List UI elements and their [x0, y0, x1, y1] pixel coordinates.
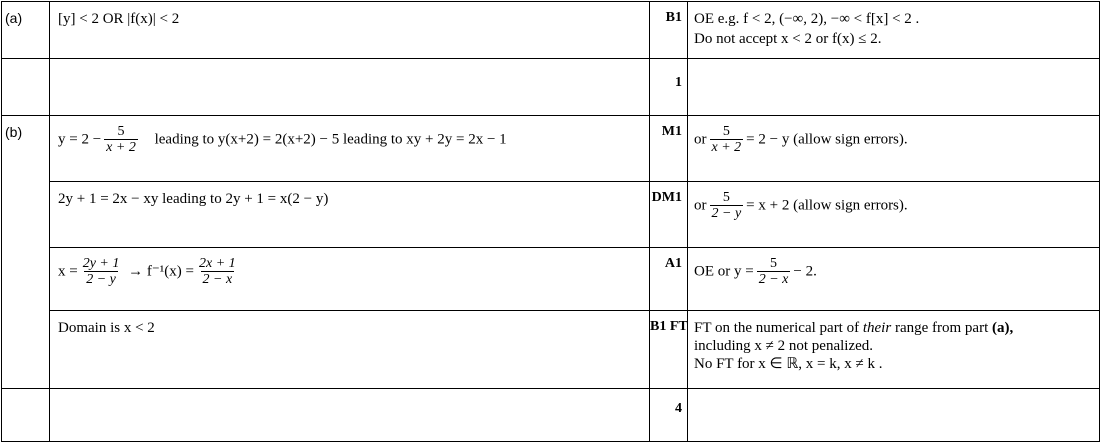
table-row	[2, 116, 1100, 182]
fraction: $\frac{2y + 1}{2 - y}$	[82, 256, 120, 288]
step-text: Domain is x < 2	[58, 320, 155, 336]
answer-text: [y] < 2 OR |f(x)| < 2	[58, 11, 180, 27]
guidance-line: FT on the numerical part of their range from part (a),	[694, 320, 1014, 336]
guidance-cell: OE or y = $\frac{5}{2 - x}$ − 2.	[688, 248, 1100, 311]
fraction: $\frac{2x + 1}{2 - x}$	[199, 256, 236, 288]
answer-cell	[50, 2, 650, 59]
part-label: (b)	[2, 116, 50, 389]
fraction: $\frac{5}{2 - y}$	[711, 190, 742, 222]
working-cell	[50, 311, 650, 389]
guidance-line: Do not accept x < 2 or f(x) ≤ 2.	[694, 31, 882, 47]
step-text: 2y + 1 = 2x − xy leading to 2y + 1 = x(2 − y)	[58, 191, 329, 207]
table-row	[2, 389, 1100, 442]
table-row	[2, 2, 1100, 59]
working-cell	[50, 182, 650, 248]
table-row	[2, 311, 1100, 389]
step-text: leading to y(x+2) = 2(x+2) − 5 leading to xy + 2y = 2x − 1	[154, 131, 507, 148]
working-cell	[50, 116, 650, 182]
table-row	[2, 59, 1100, 116]
guidance-line: OE e.g. f < 2, (−∞, 2), −∞ < f[x] < 2 .	[694, 11, 920, 27]
table-row	[2, 182, 1100, 248]
mark-cell: B1	[650, 2, 688, 59]
fraction: $\frac{5}{2 - x}$	[758, 256, 789, 288]
mark-cell: DM1	[650, 182, 688, 248]
guidance-cell	[688, 2, 1100, 59]
mark-cell: B1 FT	[650, 311, 688, 389]
fraction: $\frac{5}{x + 2}$	[711, 124, 742, 156]
step-prefix: y = 2 −	[58, 131, 102, 148]
table-row	[2, 248, 1100, 311]
mark-scheme-table	[1, 1, 1100, 442]
working-cell: x = $\frac{2y + 1}{2 - y}$ → f⁻¹(x) = $\frac{2x + 1}{2 - x}$	[50, 248, 650, 311]
part-label: (a)	[2, 2, 50, 59]
guidance-line: including x ≠ 2 not penalized.	[694, 338, 874, 354]
guidance-cell	[688, 311, 1100, 389]
mark-cell: M1	[650, 116, 688, 182]
mark-cell: A1	[650, 248, 688, 311]
total-mark: 4	[650, 389, 688, 442]
guidance-cell: or $\frac{5}{x + 2}$ = 2 − y (allow sign errors).	[688, 116, 1100, 182]
guidance-cell: or $\frac{5}{2 - y}$ = x + 2 (allow sign errors).	[688, 182, 1100, 248]
guidance-line: No FT for x ∈ ℝ, x = k, x ≠ k .	[694, 356, 883, 372]
fraction: $\frac{5}{x + 2}$	[106, 124, 136, 156]
total-mark: 1	[650, 59, 688, 116]
